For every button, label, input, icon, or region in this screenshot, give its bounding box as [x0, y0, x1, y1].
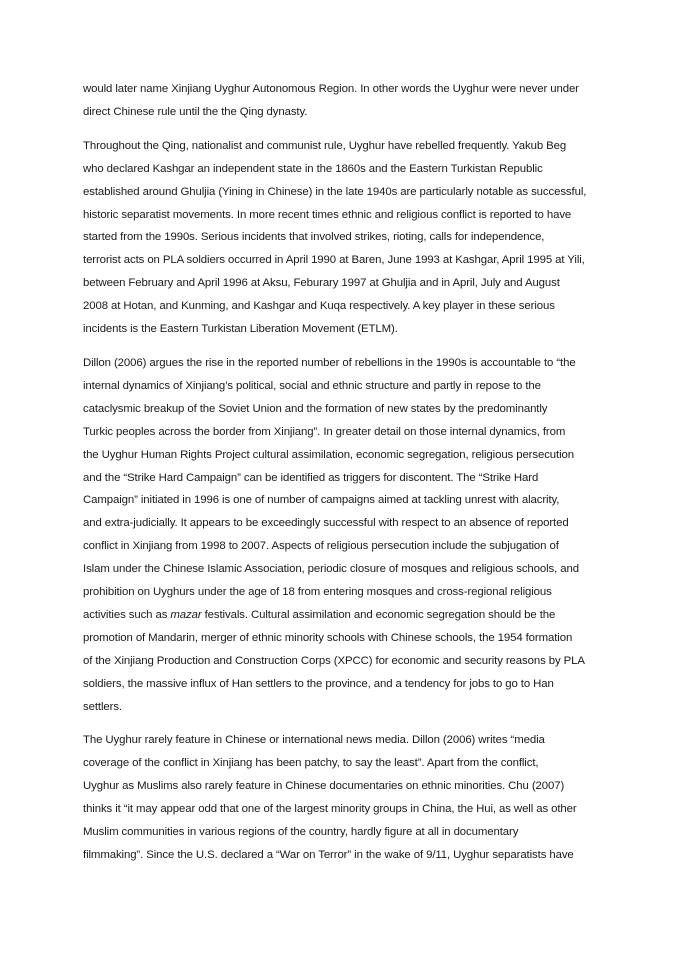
text-line: 2008 at Hotan, and Kunming, and Kashgar and Kuqa respectively. A key player in these serious	[83, 300, 555, 313]
paragraph-2	[83, 135, 603, 341]
text-line: terrorist acts on PLA soldiers occurred in April 1990 at Baren, June 1993 at Kashgar, April 1995 at Yili,	[83, 254, 585, 267]
document-page	[83, 78, 603, 878]
text-line: Turkic peoples across the border from Xinjiang”. In greater detail on those internal dynamics, from	[83, 425, 566, 438]
text-line-with-italic	[83, 604, 603, 627]
text-line: filmmaking”. Since the U.S. declared a “War on Terror” in the wake of 9/11, Uyghur separatists have	[83, 849, 574, 861]
paragraph-4	[83, 729, 603, 866]
text-line: cataclysmic breakup of the Soviet Union and the formation of new states by the predominantly	[83, 402, 548, 415]
paragraph-3	[83, 352, 603, 719]
text-segment: activities such as	[83, 608, 171, 621]
italic-term: mazar	[170, 608, 202, 621]
text-line: Throughout the Qing, nationalist and communist rule, Uyghur have rebelled frequently. Yakub Beg	[83, 139, 567, 152]
text-line: would later name Xinjiang Uyghur Autonomous Region. In other words the Uyghur were never under	[83, 83, 579, 95]
text-line: direct Chinese rule until the the Qing dynasty.	[83, 105, 308, 118]
text-line: incidents is the Eastern Turkistan Liberation Movement (ETLM).	[83, 323, 398, 336]
text-line: of the Xinjiang Production and Construction Corps (XPCC) for economic and security reasons by PLA	[83, 654, 585, 667]
text-line: Dillon (2006) argues the rise in the reported number of rebellions in the 1990s is accountable to “the	[83, 356, 576, 369]
text-line: and the “Strike Hard Campaign” can be identified as triggers for discontent. The “Strike Hard	[83, 471, 539, 484]
text-line: historic separatist movements. In more recent times ethnic and religious conflict is reported to have	[83, 208, 572, 221]
text-line: internal dynamics of Xinjiang’s political, social and ethnic structure and partly in repose to the	[83, 379, 541, 392]
text-line: coverage of the conflict in Xinjiang has been patchy, to say the least”. Apart from the conflict,	[83, 757, 539, 770]
text-segment: festivals. Cultural assimilation and economic segregation should be the	[201, 608, 556, 621]
text-line: Muslim communities in various regions of the country, hardly figure at all in documentary	[83, 826, 519, 839]
text-line: established around Ghuljia (Yining in Chinese) in the late 1940s are particularly notable as successful,	[83, 185, 587, 198]
text-line: The Uyghur rarely feature in Chinese or international news media. Dillon (2006) writes “media	[83, 734, 545, 747]
text-line: the Uyghur Human Rights Project cultural assimilation, economic segregation, religious persecution	[83, 448, 574, 461]
text-line: conflict in Xinjiang from 1998 to 2007. Aspects of religious persecution include the subjugation of	[83, 540, 559, 553]
text-line: thinks it “it may appear odd that one of the largest minority groups in China, the Hui, as well as other	[83, 803, 577, 816]
text-line: settlers.	[83, 700, 122, 713]
text-line: Campaign” initiated in 1996 is one of number of campaigns aimed at tackling unrest with alacrity,	[83, 494, 560, 507]
paragraph-1	[83, 78, 603, 124]
text-line: who declared Kashgar an independent state in the 1860s and the Eastern Turkistan Republic	[83, 162, 543, 175]
text-line: prohibition on Uyghurs under the age of 18 from entering mosques and cross-regional religious	[83, 586, 552, 599]
text-line: Islam under the Chinese Islamic Association, periodic closure of mosques and religious schools, and	[83, 563, 579, 576]
text-line: promotion of Mandarin, merger of ethnic minority schools with Chinese schools, the 1954 formation	[83, 631, 573, 644]
text-line: soldiers, the massive influx of Han settlers to the province, and a tendency for jobs to go to Han	[83, 677, 554, 690]
text-line: between February and April 1996 at Aksu, Feburary 1997 at Ghuljia and in April, July and August	[83, 277, 560, 290]
text-line: started from the 1990s. Serious incidents that involved strikes, rioting, calls for independence,	[83, 231, 545, 244]
text-line: and extra-judicially. It appears to be exceedingly successful with respect to an absence of reported	[83, 517, 569, 530]
text-line: Uyghur as Muslims also rarely feature in Chinese documentaries on ethnic minorities. Chu (2007)	[83, 780, 565, 793]
